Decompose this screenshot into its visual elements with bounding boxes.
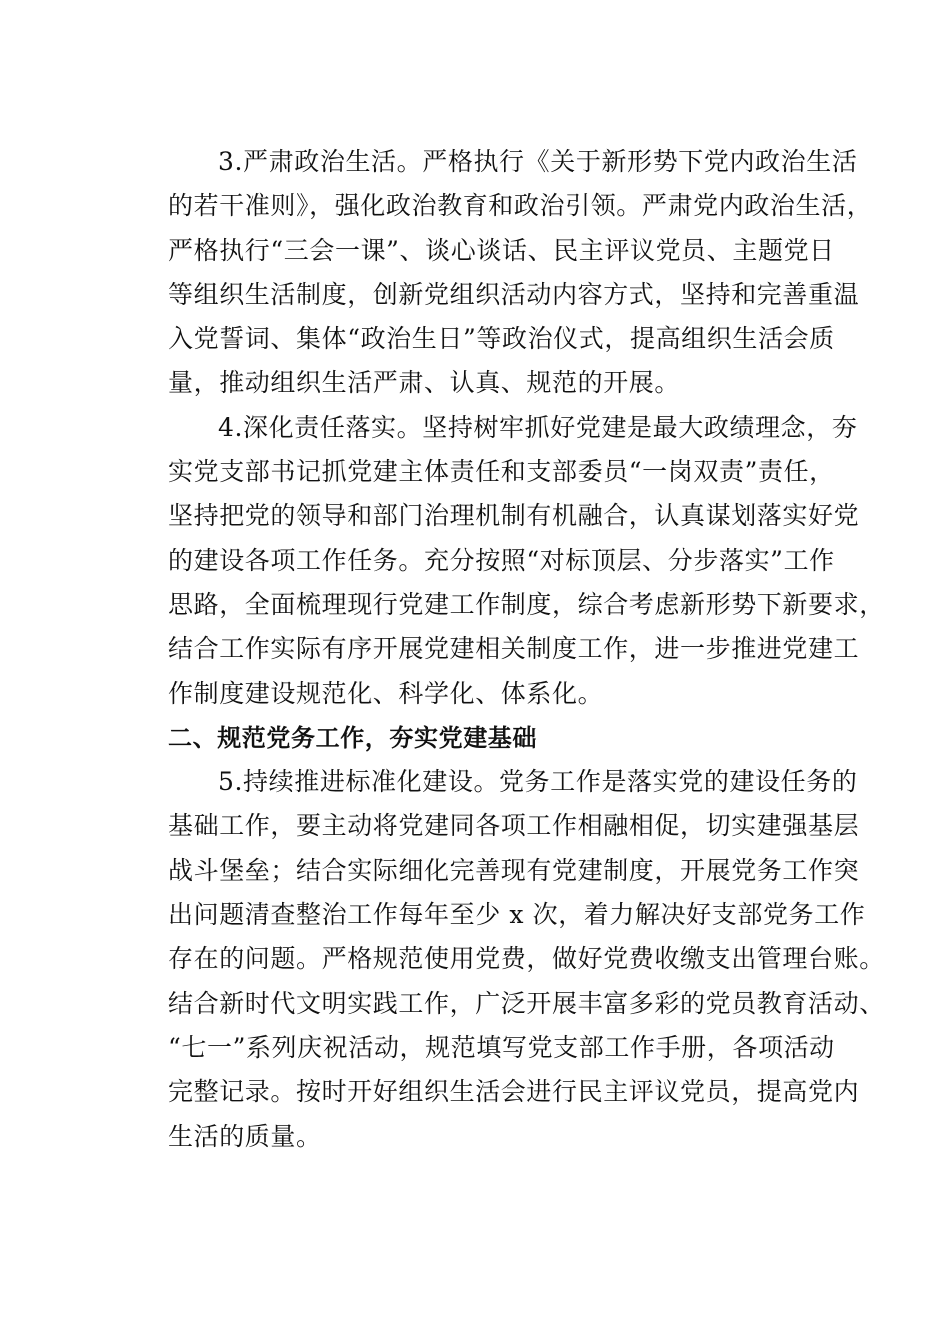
paragraph-5-line: 基础工作，要主动将党建同各项工作相融相促，切实建强基层 [168,811,860,841]
paragraph-4-line: 思路，全面梳理现行党建工作制度，综合考虑新形势下新要求， [168,589,885,619]
paragraph-3-line: 3.严肃政治生活。严格执行《关于新形势下党内政治生活 [218,147,858,176]
paragraph-5-line: 出问题清查整治工作每年至少 x 次，着力解决好支部党务工作 [168,900,866,930]
section-2-heading: 二、规范党务工作，夯实党建基础 [168,723,537,752]
paragraph-4-line: 的建设各项工作任务。充分按照“对标顶层、分步落实”工作 [168,545,835,575]
paragraph-5-line: 5.持续推进标准化建设。党务工作是落实党的建设任务的 [218,767,858,797]
paragraph-3-line: 等组织生活制度，创新党组织活动内容方式，坚持和完善重温 [168,279,860,309]
paragraph-4-line: 坚持把党的领导和部门治理机制有机融合，认真谋划落实好党 [168,501,860,531]
paragraph-4-line: 4.深化责任落实。坚持树牢抓好党建是最大政绩理念，夯 [218,412,858,442]
document-page [118,140,885,1159]
paragraph-3-line: 入党誓词、集体“政治生日”等政治仪式，提高组织生活会质 [168,324,835,354]
paragraph-3-line: 量，推动组织生活严肃、认真、规范的开展。 [168,368,681,398]
paragraph-5-line: “七一”系列庆祝活动，规范填写党支部工作手册，各项活动 [168,1032,835,1062]
paragraph-5-line: 生活的质量。 [168,1121,322,1151]
paragraph-4-line: 实党支部书记抓党建主体责任和支部委员“一岗双责”责任， [168,457,835,487]
paragraph-5-line: 战斗堡垒；结合实际细化完善现有党建制度，开展党务工作突 [168,855,860,885]
paragraph-5 [118,760,885,1159]
paragraph-4 [118,406,885,716]
paragraph-5-line: 结合新时代文明实践工作，广泛开展丰富多彩的党员教育活动、 [168,988,885,1018]
paragraph-5-line: 完整记录。按时开好组织生活会进行民主评议党员，提高党内 [168,1077,860,1107]
paragraph-3-line: 严格执行“三会一课”、谈心谈话、民主评议党员、主题党日 [168,235,835,265]
paragraph-4-line: 作制度建设规范化、科学化、体系化。 [168,678,604,708]
paragraph-3-line: 的若干准则》，强化政治教育和政治引领。严肃党内政治生活， [168,191,873,221]
paragraph-3 [118,140,873,406]
paragraph-5-line: 存在的问题。严格规范使用党费，做好党费收缴支出管理台账。 [168,944,885,974]
paragraph-4-line: 结合工作实际有序开展党建相关制度工作，进一步推进党建工 [168,634,860,664]
